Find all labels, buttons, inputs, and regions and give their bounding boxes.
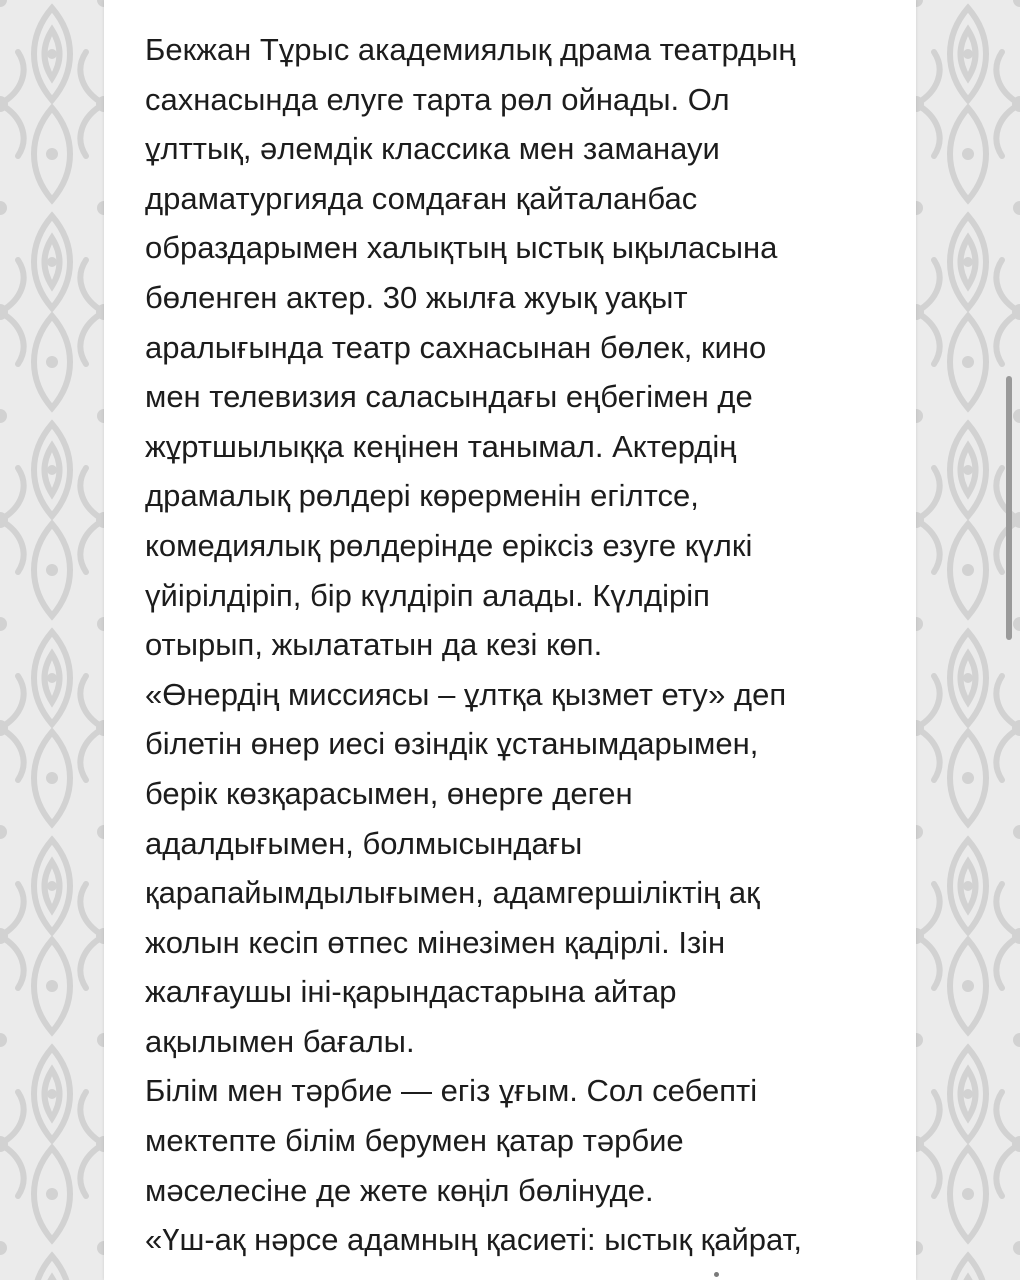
article-line: білетін өнер иесі өзіндік ұстанымдарымен, — [145, 726, 759, 762]
article-line: драматургияда сомдаған қайталанбас — [145, 180, 698, 216]
article-line: сахнасында елуге тарта рөл ойнады. Ол — [145, 81, 730, 117]
right-decorative-border — [916, 0, 1020, 1280]
article-line: жолын кесіп өтпес мінезімен қадірлі. Ізін — [145, 924, 726, 960]
page-indicator-dot — [714, 1272, 719, 1277]
article-line: «Үш-ақ нәрсе адамның қасиеті: ыстық қайрат, — [145, 1222, 802, 1258]
article-line: қарапайымдылығымен, адамгершіліктің ақ — [145, 875, 760, 911]
article-line: аралығында театр сахнасынан бөлек, кино — [145, 329, 767, 365]
left-damask-pattern — [0, 0, 104, 1280]
article-line: отырып, жылататын да кезі көп. — [145, 627, 603, 663]
article-line: драмалық рөлдері көрерменін егілтсе, — [145, 478, 699, 514]
article-line: «Өнердің миссиясы – ұлтқа қызмет ету» деп — [145, 676, 787, 712]
article-page — [104, 0, 916, 1280]
article-line: ақылымен бағалы. — [145, 1023, 415, 1059]
article-line: адалдығымен, болмысындағы — [145, 825, 583, 861]
article-line: комедиялық рөлдерінде еріксіз езуге күлкі — [145, 527, 753, 563]
left-decorative-border — [0, 0, 104, 1280]
article-line: берік көзқарасымен, өнерге деген — [145, 775, 633, 811]
scrollbar-thumb[interactable] — [1006, 376, 1012, 640]
article-line: жұртшылыққа кеңінен танымал. Актердің — [145, 428, 737, 464]
article-line: үйірілдіріп, бір күлдіріп алады. Күлдіріп — [145, 577, 710, 613]
article-line: мәселесіне де жете көңіл бөлінуде. — [145, 1172, 654, 1208]
article-line: образдарымен халықтың ыстық ықыласына — [145, 230, 778, 266]
right-damask-pattern — [916, 0, 1020, 1280]
article-line: бөленген актер. 30 жылға жуық уақыт — [145, 279, 688, 315]
article-line: жалғаушы іні-қарындастарына айтар — [145, 974, 677, 1010]
article-line: Бекжан Тұрыс академиялық драма театрдың — [145, 32, 796, 67]
article-body — [145, 25, 885, 1265]
article-line: ұлттық, әлемдік классика мен заманауи — [145, 131, 720, 167]
article-line: мектепте білім берумен қатар тәрбие — [145, 1123, 684, 1159]
article-line: Білім мен тәрбие — егіз ұғым. Сол себепті — [145, 1073, 758, 1109]
article-line: мен телевизия саласындағы еңбегімен де — [145, 379, 753, 415]
